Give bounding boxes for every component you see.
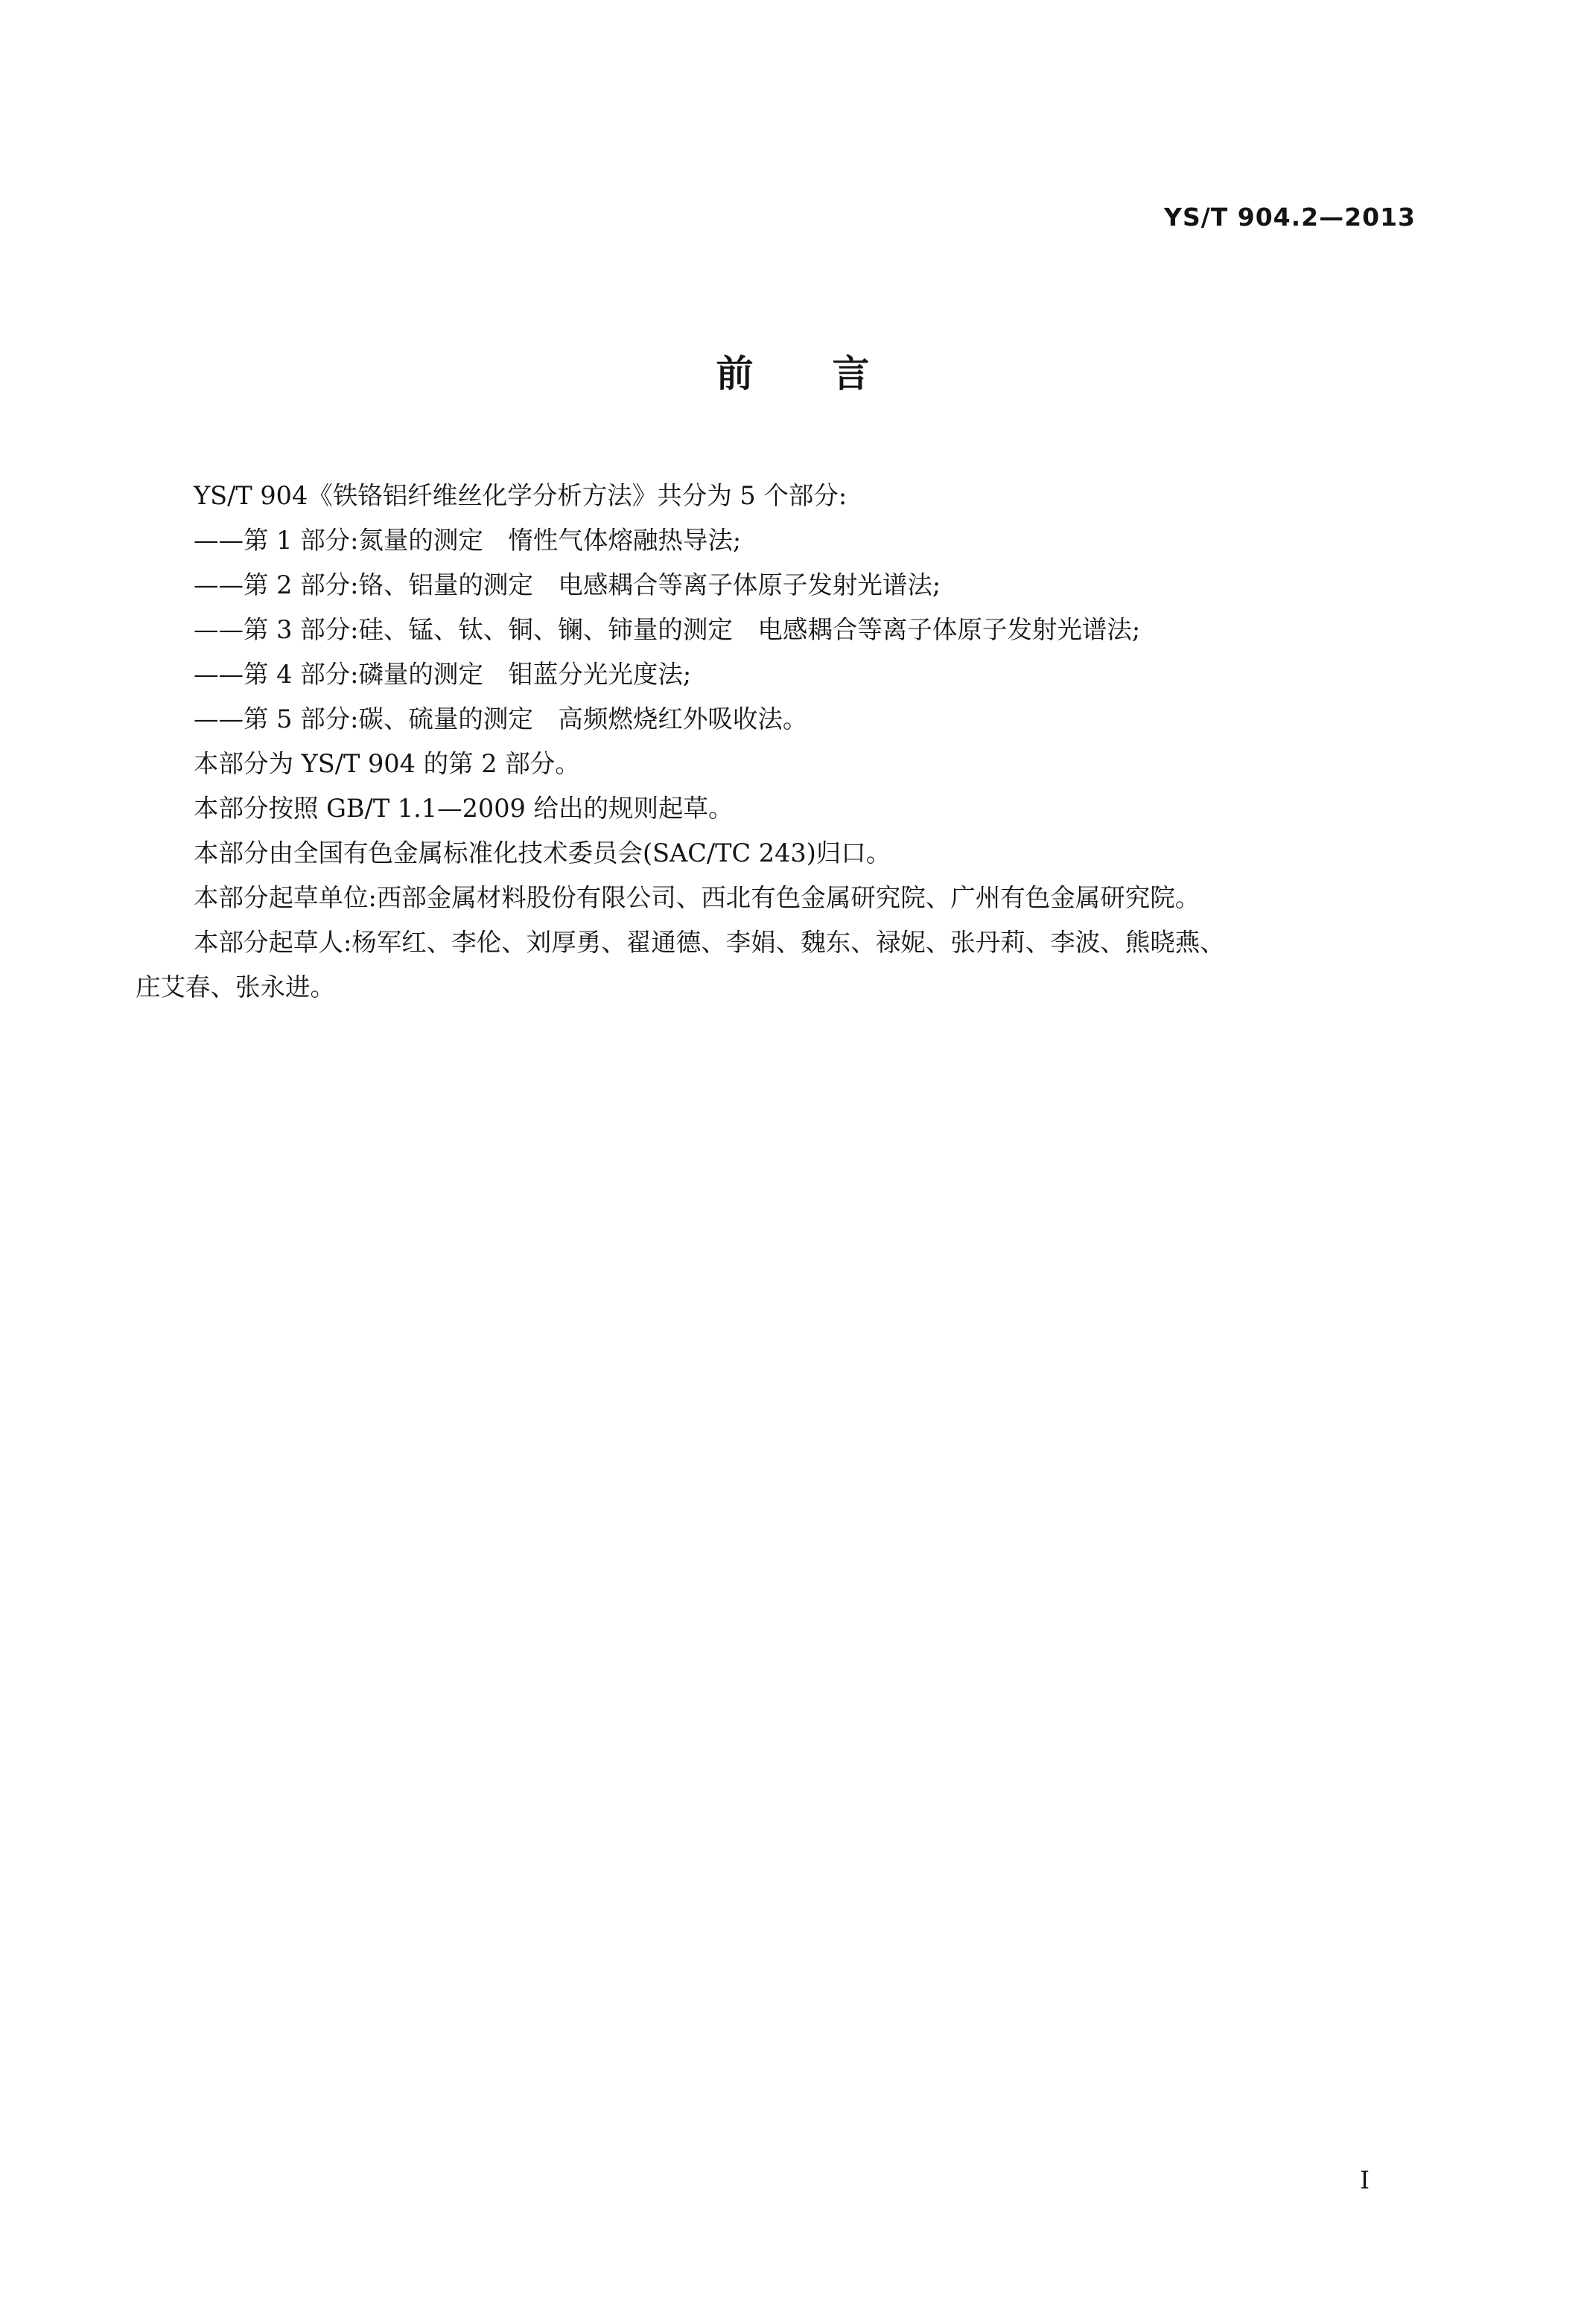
- part-list-item: ——第 3 部分:硅、锰、钛、铜、镧、铈量的测定 电感耦合等离子体原子发射光谱法;: [194, 615, 1141, 644]
- drafting-rules: 本部分按照 GB/T 1.1—2009 给出的规则起草。: [194, 794, 734, 823]
- responsible-committee: 本部分由全国有色金属标准化技术委员会(SAC/TC 243)归口。: [194, 838, 891, 867]
- part-list-item: ——第 5 部分:碳、硫量的测定 高频燃烧红外吸收法。: [194, 704, 808, 733]
- part-list-item: ——第 1 部分:氮量的测定 惰性气体熔融热导法;: [194, 526, 742, 555]
- part-list-item: ——第 2 部分:铬、铝量的测定 电感耦合等离子体原子发射光谱法;: [194, 570, 941, 599]
- preface-intro: YS/T 904《铁铬铝纤维丝化学分析方法》共分为 5 个部分:: [194, 481, 847, 510]
- drafters-continued: 庄艾春、张永进。: [136, 972, 335, 1002]
- drafting-units: 本部分起草单位:西部金属材料股份有限公司、西北有色金属研究院、广州有色金属研究院。: [194, 883, 1200, 912]
- part-statement: 本部分为 YS/T 904 的第 2 部分。: [194, 749, 580, 778]
- page-title: 前 言: [716, 352, 871, 395]
- part-list-item: ——第 4 部分:磷量的测定 钼蓝分光光度法;: [194, 660, 692, 689]
- drafters: 本部分起草人:杨军红、李伦、刘厚勇、翟通德、李娟、魏东、禄妮、张丹莉、李波、熊晓燕、: [194, 928, 1225, 957]
- page-number: I: [1359, 2165, 1370, 2194]
- preface-body: [136, 474, 1416, 1010]
- standard-code: YS/T 904.2—2013: [1164, 203, 1416, 232]
